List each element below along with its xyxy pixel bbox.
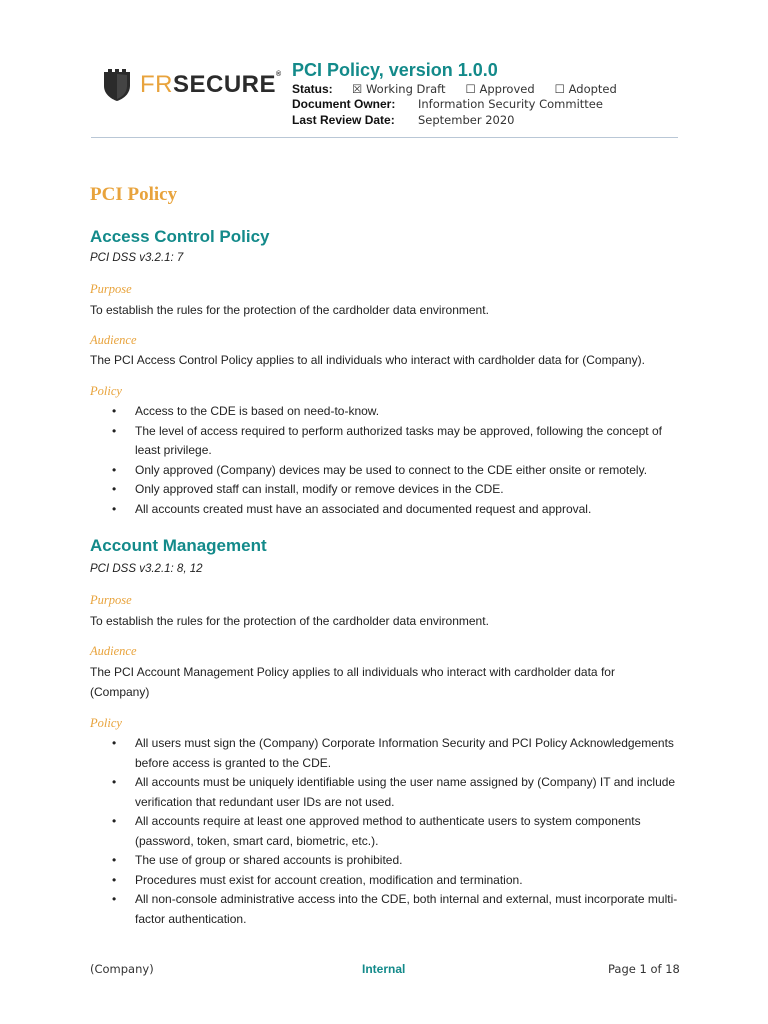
section-title-access-control: Access Control Policy [90,227,270,246]
audience-label: Audience [90,644,137,658]
list-item: • Procedures must exist for account creation, modification and termination. [90,871,690,891]
status-option-approved[interactable]: ☐ Approved [465,82,535,96]
owner-row [292,97,603,111]
owner-label: Document Owner: [292,97,396,111]
footer-page-number: Page 1 of 18 [608,962,680,976]
policy-list [90,734,690,929]
document-title: PCI Policy, version 1.0.0 [292,60,498,80]
logo-trademark: ® [276,71,282,78]
list-item: • The use of group or shared accounts is prohibited. [90,851,690,871]
checkbox-empty-icon: ☐ [554,82,565,96]
purpose-text: To establish the rules for the protection of the cardholder data environment. [90,614,489,628]
purpose-text: To establish the rules for the protection of the cardholder data environment. [90,303,489,317]
castle-shield-icon [103,68,131,102]
review-label: Last Review Date: [292,113,395,127]
pci-reference: PCI DSS v3.2.1: 8, 12 [90,563,203,575]
checkbox-empty-icon: ☐ [465,82,476,96]
review-row [292,113,515,127]
audience-text: The PCI Account Management Policy applies to all individuals who interact with cardholder data for (Company) [90,665,615,699]
review-value: September 2020 [418,113,515,127]
main-heading: PCI Policy [90,184,178,205]
header-divider [91,137,678,138]
status-row [292,82,637,96]
list-item: • The level of access required to perform authorized tasks may be approved, following the concept of least privilege. [90,422,690,461]
owner-value: Information Security Committee [418,97,603,111]
list-item: • Only approved staff can install, modify or remove devices in the CDE. [90,480,690,500]
purpose-label: Purpose [90,282,132,296]
list-item: • All non-console administrative access into the CDE, both internal and external, must incorporate multi-factor authentication. [90,890,690,929]
list-item: • All accounts must be uniquely identifiable using the user name assigned by (Company) IT and include verification that redundant user IDs are not used. [90,773,690,812]
list-item: • Only approved (Company) devices may be used to connect to the CDE either onsite or remotely. [90,461,690,481]
purpose-label: Purpose [90,593,132,607]
logo-secure-text: SECURE [173,71,277,98]
logo-fr-text: FR [140,71,173,98]
policy-list [90,402,690,519]
list-item: • All accounts created must have an associated and documented request and approval. [90,500,690,520]
list-item: • All users must sign the (Company) Corporate Information Security and PCI Policy Acknowledgements before access is granted to the CDE. [90,734,690,773]
footer-company: (Company) [90,962,154,976]
section-title-account-management: Account Management [90,536,267,555]
frsecure-logo [103,68,282,102]
policy-label: Policy [90,384,122,398]
list-item: • Access to the CDE is based on need-to-know. [90,402,690,422]
list-item: • All accounts require at least one approved method to authenticate users to system components (password, token, smart card, biometric, etc.). [90,812,690,851]
footer-classification: Internal [362,962,406,976]
status-option-working-draft[interactable]: ☒ Working Draft [352,82,446,96]
audience-text: The PCI Access Control Policy applies to all individuals who interact with cardholder data for (Company). [90,353,645,367]
status-label: Status: [292,82,333,96]
pci-reference: PCI DSS v3.2.1: 7 [90,252,184,264]
policy-label: Policy [90,716,122,730]
audience-label: Audience [90,333,137,347]
status-option-adopted[interactable]: ☐ Adopted [554,82,617,96]
checkbox-checked-icon: ☒ [352,82,363,96]
